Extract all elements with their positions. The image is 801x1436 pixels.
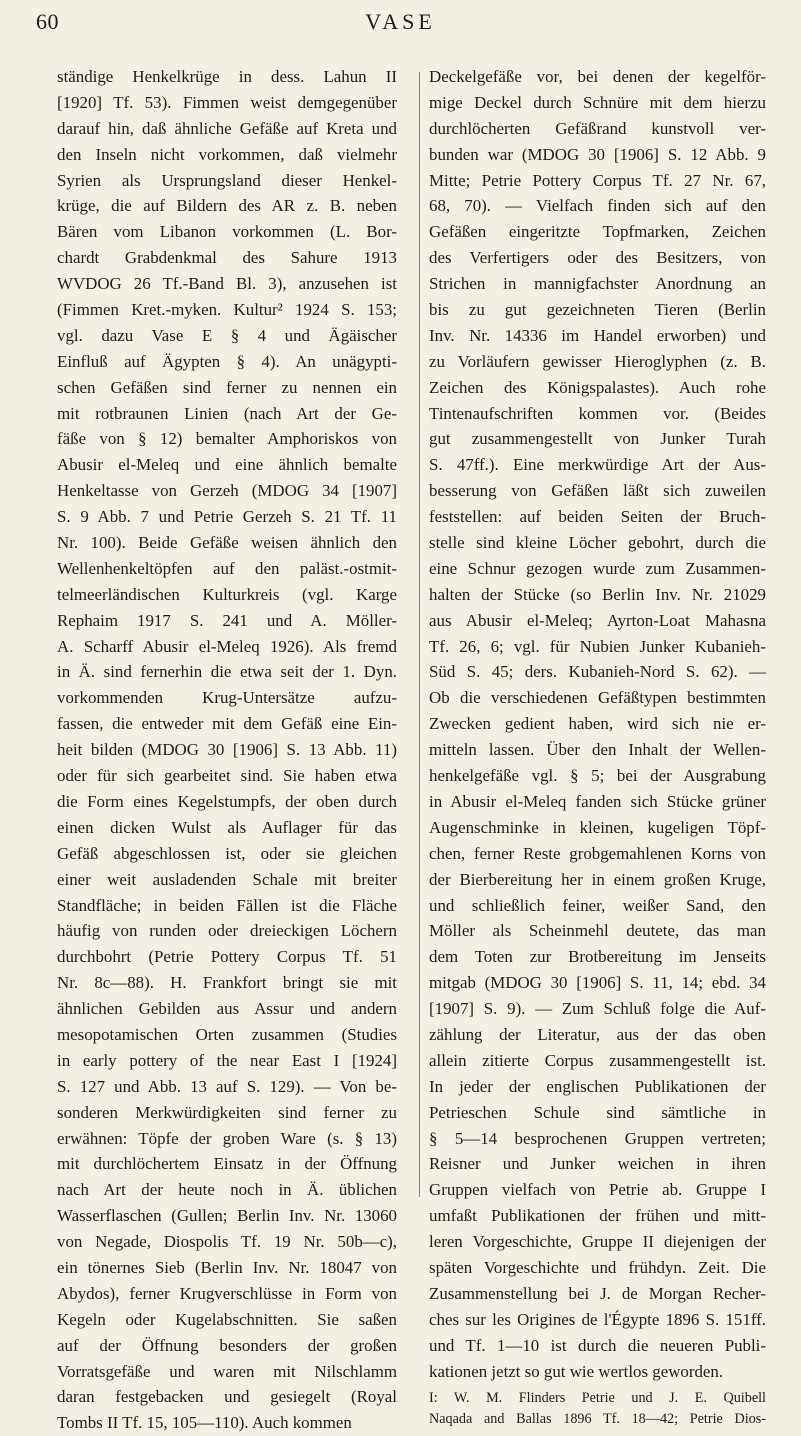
text-line: fassen, die entweder mit dem Gefäß eine Ein- <box>57 714 397 734</box>
text-line: halten der Stücke (so Berlin Inv. Nr. 21029 <box>429 584 766 604</box>
column-divider <box>419 72 420 1197</box>
text-line: daran festgebacken und gesiegelt (Royal <box>57 1387 397 1407</box>
text-line: Wellenhenkeltöpfen auf den paläst.-ostmit- <box>57 558 397 578</box>
text-line: Abusir el-Meleq und eine ähnlich bemalte <box>57 455 397 475</box>
text-line: vgl. dazu Vase E § 4 und Ägäischer <box>57 325 397 345</box>
text-line: eine Schnur gezogen wurde zum Zusammen- <box>429 558 766 578</box>
text-line: durchlöcherten Gefäßrand kunstvoll ver- <box>429 118 766 138</box>
text-line: Strichen in mannigfachster Anordnung an <box>429 274 766 294</box>
text-line: des Verfertigers oder des Besitzers, von <box>429 248 766 268</box>
text-line: dem Toten zur Brotbereitung im Jenseits <box>429 947 766 967</box>
text-line: mesopotamischen Orten zusammen (Studies <box>57 1024 397 1044</box>
text-line: Ob die verschiedenen Gefäßtypen bestimmten <box>429 688 766 708</box>
text-line: (Fimmen Kret.-myken. Kultur² 1924 S. 153; <box>57 300 397 320</box>
text-line: ches sur les Origines de l'Égypte 1896 S. 151ff. <box>429 1309 766 1329</box>
text-line: ein tönernes Sieb (Berlin Inv. Nr. 18047 von <box>57 1257 397 1277</box>
text-line: kationen jetzt so gut wie wertlos geworden. <box>429 1361 724 1381</box>
text-line: bis zu gut gezeichneten Tieren (Berlin <box>429 300 766 320</box>
text-line: Bären vom Libanon vorkommen (L. Bor- <box>57 222 397 242</box>
text-line: [1920] Tf. 53). Fimmen weist demgegenüber <box>57 92 397 112</box>
text-line: mit durchlöchertem Einsatz in der Öffnung <box>57 1154 397 1174</box>
text-line: erwähnen: Töpfe der groben Ware (s. § 13) <box>57 1128 397 1148</box>
text-line: Gefäßen eingeritzte Topfmarken, Zeichen <box>429 222 766 242</box>
text-line: den Inseln nicht vorkommen, daß vielmehr <box>57 144 397 164</box>
text-line: sonderen Merkwürdigkeiten sind ferner zu <box>57 1102 397 1122</box>
text-line: leren Vorgeschichte, Gruppe II diejenigen der <box>429 1232 766 1252</box>
text-line: Tombs II Tf. 15, 105—110). Auch kommen <box>57 1413 352 1433</box>
text-line: Mitte; Petrie Pottery Corpus Tf. 27 Nr. 67, <box>429 170 766 190</box>
text-line: Süd S. 45; ders. Kubanieh-Nord S. 62). — <box>429 662 766 682</box>
text-line: [1907] S. 9). — Zum Schluß folge die Auf- <box>429 999 766 1019</box>
text-line: Henkeltasse von Gerzeh (MDOG 34 [1907] <box>57 481 397 501</box>
text-line: in early pottery of the near East I [1924] <box>57 1050 397 1070</box>
text-line: mitgab (MDOG 30 [1906] S. 11, 14; ebd. 34 <box>429 973 766 993</box>
text-line: und schließlich feiner, weißer Sand, den <box>429 895 766 915</box>
text-line: Syrien als Ursprungsland dieser Henkel- <box>57 170 397 190</box>
text-line: Nr. 8c—88). H. Frankfort bringt sie mit <box>57 973 397 993</box>
running-title: VASE <box>365 9 436 34</box>
text-line: Augenschminke in kleinen, kugeligen Töpf- <box>429 817 766 837</box>
text-line: henkelgefäße vgl. § 5; bei der Ausgrabung <box>429 766 766 786</box>
text-line: mit rotbraunen Linien (nach Art der Ge- <box>57 403 397 423</box>
text-line: Tintenaufschriften kommen vor. (Beides <box>429 403 766 423</box>
text-line: feststellen: auf beiden Seiten der Bruch- <box>429 507 766 527</box>
text-line: A. Scharff Abusir el-Meleq 1926). Als fremd <box>57 636 397 656</box>
text-line: der Bierbereitung her in einem großen Kruge, <box>429 869 766 889</box>
text-line: einer weit ausladenden Schale mit breiter <box>57 869 397 889</box>
text-line: späten Vorgeschichte und frühdyn. Zeit. Die <box>429 1257 766 1277</box>
text-line: Vorratsgefäße und waren mit Nilschlamm <box>57 1361 397 1381</box>
text-line: bunden war (MDOG 30 [1906] S. 12 Abb. 9 <box>429 144 766 164</box>
text-line: Reisner und Junker weichen in ihren <box>429 1154 766 1174</box>
text-line: Gefäß abgeschlossen ist, oder sie gleichen <box>57 843 397 863</box>
text-line: krüge, die auf Bildern des AR z. B. neben <box>57 196 397 216</box>
page-number: 60 <box>36 9 59 34</box>
text-line: nach Art der heute noch in Ä. üblichen <box>57 1180 397 1200</box>
text-line: ähnlichen Gebilden aus Assur und andern <box>57 999 397 1019</box>
text-line: in Ä. sind fernerhin die etwa seit der 1. Dyn. <box>57 662 397 682</box>
text-line: mitteln lassen. Über den Inhalt der Wellen- <box>429 740 766 760</box>
text-line: Zwecken gedient haben, wird sich nie er- <box>429 714 766 734</box>
footnote-line: Naqada and Ballas 1896 Tf. 18—42; Petrie Dios- <box>429 1411 766 1428</box>
text-line: umfaßt Publikationen der frühen und mitt- <box>429 1206 766 1226</box>
text-line: vorkommenden Krug-Untersätze aufzu- <box>57 688 397 708</box>
text-line: oder für sich gearbeitet sind. Sie haben etwa <box>57 766 397 786</box>
footnote-line: I: W. M. Flinders Petrie und J. E. Quibell <box>429 1390 766 1407</box>
text-line: Abydos), ferner Krugverschlüsse in Form von <box>57 1283 397 1303</box>
text-line: telmeerländischen Kulturkreis (vgl. Karge <box>57 584 397 604</box>
text-line: Deckelgefäße vor, bei denen der kegelför- <box>429 67 766 86</box>
text-line: aus Abusir el-Meleq; Ayrton-Loat Mahasna <box>429 610 766 630</box>
text-line: Wasserflaschen (Gullen; Berlin Inv. Nr. 13060 <box>57 1206 397 1226</box>
text-line: fäße von § 12) bemalter Amphoriskos von <box>57 429 397 449</box>
text-line: Gruppen vielfach von Petrie ab. Gruppe I <box>429 1180 766 1200</box>
text-line: allein zitierte Corpus zusammengestellt ist. <box>429 1050 766 1070</box>
text-line: schen Gefäßen sind ferner zu nennen ein <box>57 377 397 397</box>
text-line: Möller als Scheinmehl deutete, das man <box>429 921 766 941</box>
text-line: Zusammenstellung bei J. de Morgan Recher- <box>429 1283 766 1303</box>
text-line: durchbohrt (Petrie Pottery Corpus Tf. 51 <box>57 947 397 967</box>
text-line: chardt Grabdenkmal des Sahure 1913 <box>57 248 397 268</box>
text-line: 68, 70). — Vielfach finden sich auf den <box>429 196 766 216</box>
text-line: zählung der Literatur, aus der das oben <box>429 1024 766 1044</box>
text-line: Standfläche; in beiden Fällen ist die Fläche <box>57 895 397 915</box>
text-line: mige Deckel durch Schnüre mit dem hierzu <box>429 92 766 112</box>
text-line: häufig von runden oder dreieckigen Löchern <box>57 921 397 941</box>
text-line: Kegeln oder Kugelabschnitten. Sie saßen <box>57 1309 397 1329</box>
text-line: Tf. 26, 6; vgl. für Nubien Junker Kubanieh- <box>429 636 766 656</box>
text-line: stelle sind kleine Löcher gebohrt, durch die <box>429 533 766 553</box>
text-line: auf der Öffnung besonders der großen <box>57 1335 397 1355</box>
text-line: Nr. 100). Beide Gefäße weisen ähnlich den <box>57 533 397 553</box>
text-line: zu Vorläufern gewisser Hieroglyphen (z. B. <box>429 351 766 371</box>
text-line: Inv. Nr. 14336 im Handel erworben) und <box>429 325 766 345</box>
left-text-column <box>57 64 397 1436</box>
right-text-column <box>429 64 766 1430</box>
text-line: S. 9 Abb. 7 und Petrie Gerzeh S. 21 Tf. 11 <box>57 507 397 527</box>
text-line: Petrieschen Schule sind sämtliche in <box>429 1102 766 1122</box>
text-line: Zeichen des Königspalastes). Auch rohe <box>429 377 766 397</box>
text-line: Rephaim 1917 S. 241 und A. Möller- <box>57 610 397 630</box>
text-line: einen dicken Wulst als Auflager für das <box>57 817 397 837</box>
text-line: S. 127 und Abb. 13 auf S. 129). — Von be- <box>57 1076 397 1096</box>
text-line: von Negade, Diospolis Tf. 19 Nr. 50b—c), <box>57 1232 397 1252</box>
text-line: und Tf. 1—10 ist durch die neueren Publi- <box>429 1335 766 1355</box>
text-line: darauf hin, daß ähnliche Gefäße auf Kreta und <box>57 118 397 138</box>
text-line: WVDOG 26 Tf.-Band Bl. 3), anzusehen ist <box>57 274 397 294</box>
text-line: chen, ferner Reste grobgemahlenen Korns von <box>429 843 766 863</box>
text-line: heit bilden (MDOG 30 [1906] S. 13 Abb. 11) <box>57 740 397 760</box>
text-line: S. 47ff.). Eine merkwürdige Art der Aus- <box>429 455 766 475</box>
text-line: Einfluß auf Ägypten § 4). An unägypti- <box>57 351 397 371</box>
text-line: in Abusir el-Meleq fanden sich Stücke grüner <box>429 791 766 811</box>
text-line: gut zusammengestellt von Junker Turah <box>429 429 766 449</box>
text-line: die Form eines Kegelstumpfs, der oben durch <box>57 791 397 811</box>
text-line: In jeder der englischen Publikationen der <box>429 1076 766 1096</box>
text-line: besserung von Gefäßen läßt sich zuweilen <box>429 481 766 501</box>
text-line: § 5—14 besprochenen Gruppen vertreten; <box>429 1128 766 1148</box>
text-line: ständige Henkelkrüge in dess. Lahun II <box>57 67 397 86</box>
